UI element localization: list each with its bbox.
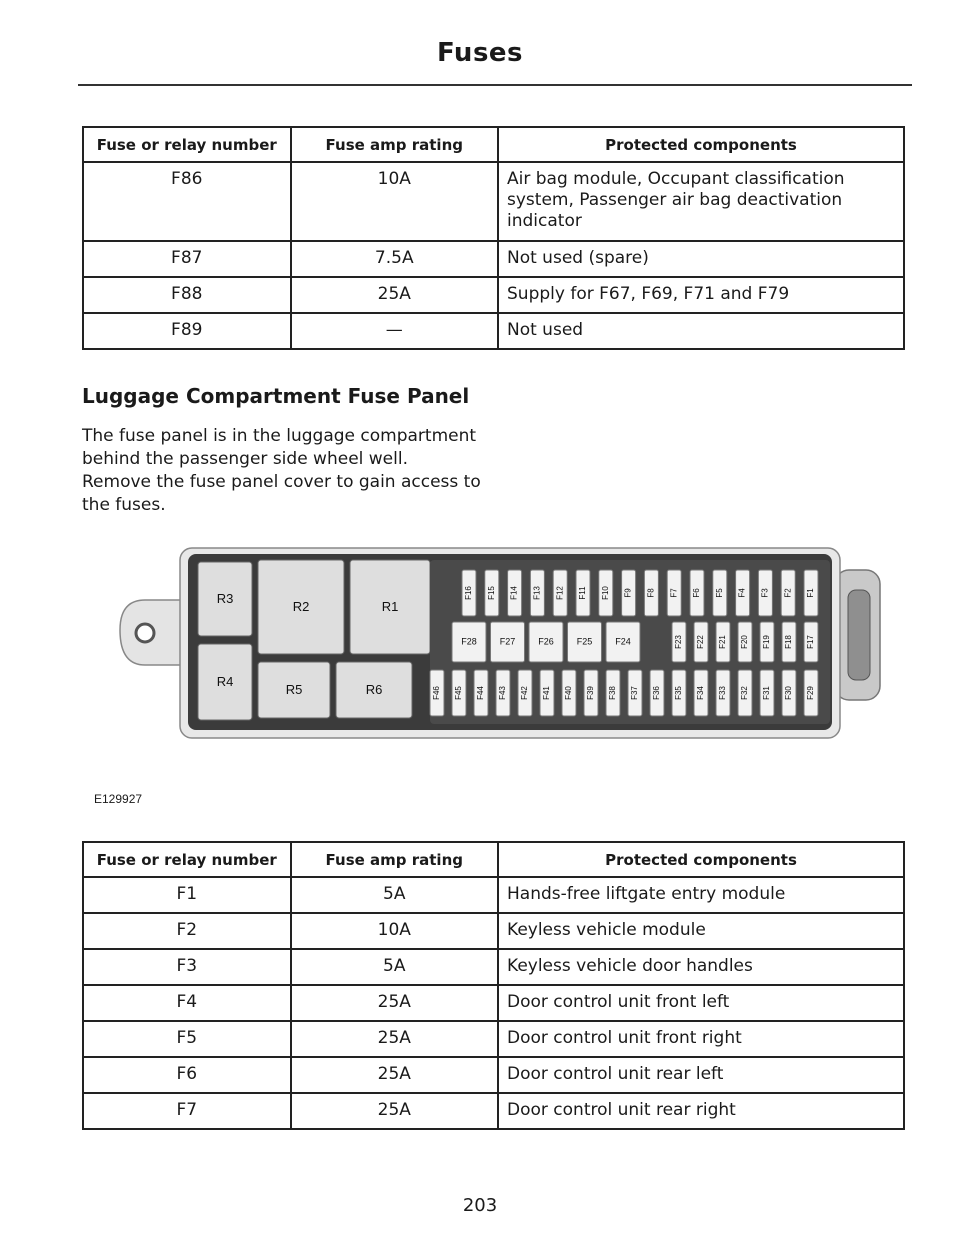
fuse-panel-diagram [90, 530, 900, 810]
protected-components: Hands-free liftgate entry module [498, 877, 904, 913]
protected-components: Air bag module, Occupant classification system, Passenger air bag deactivation indicator [498, 162, 904, 241]
fuse-number: F88 [83, 277, 291, 313]
fuse-label-f8: F8 [646, 588, 656, 598]
fuse-label-f41: F41 [542, 686, 552, 700]
fuse-label-f14: F14 [509, 586, 519, 600]
column-header-number: Fuse or relay number [83, 127, 291, 162]
fuse-label-f20: F20 [740, 635, 750, 649]
fuse-rating: 7.5A [291, 241, 498, 277]
protected-components: Door control unit front left [498, 985, 904, 1021]
protected-components: Not used (spare) [498, 241, 904, 277]
column-header-rating: Fuse amp rating [291, 842, 498, 877]
fuse-label-f24: F24 [615, 636, 631, 647]
fuse-label-f33: F33 [718, 686, 728, 700]
fuse-rating: 10A [291, 913, 498, 949]
fuse-label-f25: F25 [576, 636, 593, 647]
header-rule [78, 84, 912, 86]
table-row [83, 277, 904, 313]
fuse-rating: 25A [291, 985, 498, 1021]
fuse-table-luggage [82, 841, 905, 1130]
fuse-label-f45: F45 [454, 686, 464, 700]
fuse-label-f18: F18 [784, 635, 794, 649]
fuse-label-f17: F17 [806, 635, 816, 649]
fuse-label-f32: F32 [740, 686, 750, 700]
relay-label-r3: R3 [216, 591, 234, 606]
fuse-label-f21: F21 [718, 635, 728, 649]
fuse-label-f7: F7 [669, 588, 679, 598]
section-body: The fuse panel is in the luggage compartment behind the passenger side wheel well. Remove the fuse panel cover to gain access to the fuses. [82, 426, 481, 515]
fuse-rating: 5A [291, 949, 498, 985]
fuse-rating: 25A [291, 277, 498, 313]
table-row [83, 913, 904, 949]
fuse-rating: 10A [291, 162, 498, 241]
fuse-label-f13: F13 [532, 586, 542, 600]
table-header-row [83, 842, 904, 877]
table-row [83, 877, 904, 913]
fuse-label-f35: F35 [674, 686, 684, 700]
fuse-label-f19: F19 [762, 635, 772, 649]
fuse-number: F3 [83, 949, 291, 985]
fuse-label-f39: F39 [586, 686, 596, 700]
fuse-label-f6: F6 [692, 588, 702, 598]
fuse-label-f2: F2 [783, 588, 793, 598]
table-row [83, 1057, 904, 1093]
relay-label-r2: R2 [292, 599, 310, 614]
page-number: 203 [462, 1195, 498, 1216]
table-row [83, 1021, 904, 1057]
fuse-rating: 25A [291, 1021, 498, 1057]
fuse-number: F86 [83, 162, 291, 241]
table-row [83, 985, 904, 1021]
column-header-components: Protected components [498, 842, 904, 877]
fuse-label-f42: F42 [520, 686, 530, 700]
column-header-components: Protected components [498, 127, 904, 162]
fuse-label-f4: F4 [737, 588, 747, 598]
fuse-number: F89 [83, 313, 291, 349]
fuse-number: F5 [83, 1021, 291, 1057]
fuse-number: F6 [83, 1057, 291, 1093]
column-header-number: Fuse or relay number [83, 842, 291, 877]
fuse-label-f3: F3 [760, 588, 770, 598]
fuse-label-f22: F22 [696, 635, 706, 649]
fuse-label-f30: F30 [784, 686, 794, 700]
fuse-label-f5: F5 [714, 588, 724, 598]
fuse-label-f12: F12 [555, 586, 565, 600]
fuse-rating: — [291, 313, 498, 349]
page-title: Fuses [436, 38, 524, 68]
fuse-label-f40: F40 [564, 686, 574, 700]
protected-components: Not used [498, 313, 904, 349]
fuse-label-f38: F38 [608, 686, 618, 700]
fuse-label-f9: F9 [623, 588, 633, 598]
fuse-label-f44: F44 [476, 686, 486, 700]
fuse-label-f15: F15 [486, 586, 496, 600]
fuse-rating: 25A [291, 1057, 498, 1093]
fuse-number: F4 [83, 985, 291, 1021]
protected-components: Door control unit rear right [498, 1093, 904, 1129]
fuse-number: F87 [83, 241, 291, 277]
protected-components: Door control unit front right [498, 1021, 904, 1057]
fuse-label-f34: F34 [696, 686, 706, 700]
fuse-label-f36: F36 [652, 686, 662, 700]
fuse-panel-drawing [90, 530, 900, 810]
column-header-rating: Fuse amp rating [291, 127, 498, 162]
figure-code: E129927 [94, 792, 143, 806]
fuse-label-f37: F37 [630, 686, 640, 700]
fuse-label-f11: F11 [578, 586, 588, 600]
fuse-label-f29: F29 [806, 686, 816, 700]
protected-components: Door control unit rear left [498, 1057, 904, 1093]
protected-components: Keyless vehicle module [498, 913, 904, 949]
table-row [83, 162, 904, 241]
fuse-table-engine [82, 126, 905, 350]
relay-label-r5: R5 [285, 682, 303, 697]
relay-label-r6: R6 [365, 682, 383, 697]
fuse-rating: 25A [291, 1093, 498, 1129]
relay-label-r1: R1 [381, 599, 399, 614]
fuse-label-f10: F10 [600, 586, 610, 600]
fuse-rating: 5A [291, 877, 498, 913]
fuse-number: F1 [83, 877, 291, 913]
protected-components: Supply for F67, F69, F71 and F79 [498, 277, 904, 313]
section-heading: Luggage Compartment Fuse Panel [82, 384, 470, 408]
table-header-row [83, 127, 904, 162]
table-row [83, 313, 904, 349]
connector-plug [848, 590, 870, 680]
fuse-number: F7 [83, 1093, 291, 1129]
fuse-number: F2 [83, 913, 291, 949]
mounting-hole-icon [136, 624, 154, 642]
fuse-label-f31: F31 [762, 686, 772, 700]
table-row [83, 1093, 904, 1129]
table-row [83, 949, 904, 985]
fuse-label-f1: F1 [806, 588, 816, 598]
page-header [0, 38, 960, 68]
fuse-label-f23: F23 [674, 635, 684, 649]
fuse-label-f16: F16 [464, 586, 474, 600]
protected-components: Keyless vehicle door handles [498, 949, 904, 985]
table-row [83, 241, 904, 277]
fuse-label-f43: F43 [498, 686, 508, 700]
fuse-label-f28: F28 [461, 636, 477, 647]
fuse-label-f27: F27 [499, 636, 516, 647]
fuse-label-f26: F26 [538, 636, 554, 647]
relay-label-r4: R4 [216, 674, 234, 689]
fuse-label-f46: F46 [432, 686, 442, 700]
